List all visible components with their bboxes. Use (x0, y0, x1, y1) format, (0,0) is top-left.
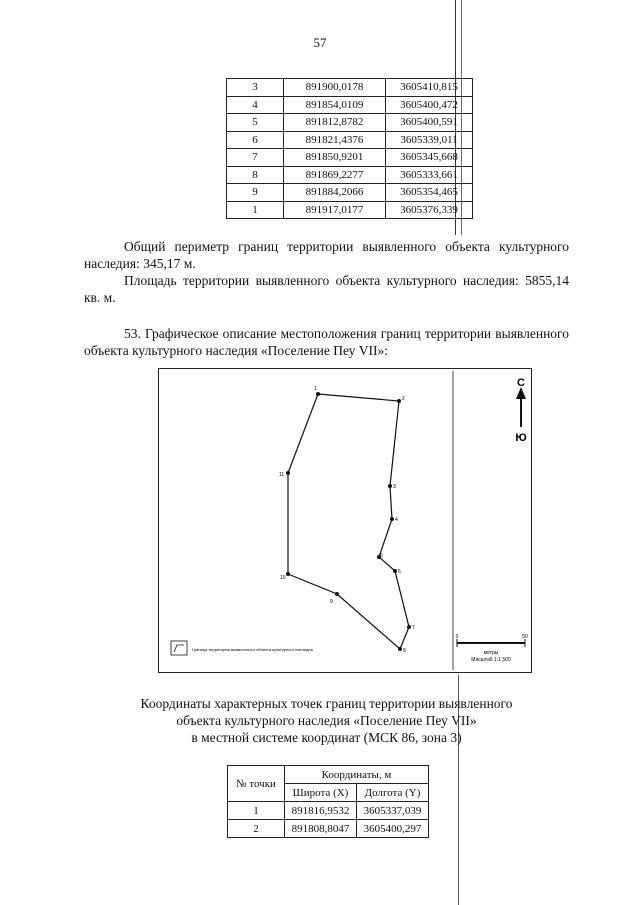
caption-line-1: Координаты характерных точек границ территории выявленного (140, 696, 513, 711)
perimeter-paragraph: Общий периметр границ территории выявленного объекта культурного наследия: 345,17 м. (84, 239, 569, 271)
table-row (227, 201, 473, 219)
longitude-cell: 3605376,339 (386, 201, 473, 219)
scale-text: Масштаб 1:1 500 (471, 657, 511, 663)
boundary-point-label: 4 (395, 517, 398, 523)
boundary-point (398, 647, 402, 651)
boundary-point (316, 392, 320, 396)
latitude-cell: 891869,2277 (284, 166, 386, 184)
table-row (227, 114, 473, 132)
point-number-cell: 3 (227, 79, 284, 97)
caption-line-3: в местной системе координат (МСК 86, зона 3) (191, 730, 462, 745)
point-number-cell: 5 (227, 114, 284, 132)
longitude-cell: 3605354,465 (386, 184, 473, 202)
table-row (228, 820, 429, 838)
latitude-cell: 891884,2066 (284, 184, 386, 202)
table-row (227, 79, 473, 97)
latitude-cell: 891808,8047 (285, 820, 357, 838)
boundary-point-label: 8 (403, 648, 406, 654)
boundary-map-drawing (159, 369, 531, 672)
boundary-point-label: 7 (412, 625, 415, 631)
legend-text: Граница территории выявленного объекта культурного наследия (192, 647, 313, 652)
page-number: 57 (313, 35, 327, 50)
header-latitude: Широта (X) (285, 784, 357, 802)
point-number-cell: 2 (228, 820, 285, 838)
caption-line-2: объекта культурного наследия «Поселение Пеу VII» (176, 713, 477, 728)
longitude-cell: 3605400,297 (357, 820, 429, 838)
boundary-point (335, 592, 339, 596)
boundary-point-label: 10 (280, 575, 286, 581)
latitude-cell: 891821,4376 (284, 131, 386, 149)
table-row (227, 131, 473, 149)
boundary-point (390, 517, 394, 521)
boundary-point-label: 6 (398, 569, 401, 575)
longitude-cell: 3605400,472 (386, 96, 473, 114)
north-label: С (517, 377, 525, 389)
table-row (228, 802, 429, 820)
boundary-point-label: 9 (330, 599, 333, 605)
point-number-cell: 1 (228, 802, 285, 820)
boundary-point-label: 1 (314, 386, 317, 392)
boundary-point-label: 3 (393, 484, 396, 490)
south-label: Ю (515, 432, 527, 444)
boundary-point-label: 11 (279, 472, 285, 478)
boundary-point (407, 625, 411, 629)
point-number-cell: 7 (227, 149, 284, 167)
latitude-cell: 891854,0109 (284, 96, 386, 114)
coordinates-table-continued (226, 78, 473, 219)
table-row (227, 96, 473, 114)
longitude-cell: 3605345,668 (386, 149, 473, 167)
boundary-point (397, 399, 401, 403)
scale-bar (457, 639, 525, 647)
boundary-map (158, 368, 532, 673)
table-row (227, 166, 473, 184)
latitude-cell: 891812,8782 (284, 114, 386, 132)
longitude-cell: 3605337,039 (357, 802, 429, 820)
boundary-point-label: 5 (380, 553, 383, 559)
north-arrow-icon (516, 387, 526, 427)
coordinates-caption (84, 695, 569, 746)
header-longitude: Долгота (Y) (357, 784, 429, 802)
area-paragraph: Площадь территории выявленного объекта культурного наследия: 5855,14 кв. м. (84, 273, 569, 305)
point-number-cell: 1 (227, 201, 284, 219)
scale-zero: 0 (455, 634, 459, 640)
longitude-cell: 3605400,591 (386, 114, 473, 132)
boundary-point (388, 484, 392, 488)
longitude-cell: 3605410,815 (386, 79, 473, 97)
boundary-point-label: 2 (402, 396, 405, 402)
boundary-point (286, 471, 290, 475)
scale-max: 50 (522, 634, 528, 640)
boundary-polygon (288, 394, 409, 649)
latitude-cell: 891900,0178 (284, 79, 386, 97)
latitude-cell: 891816,9532 (285, 802, 357, 820)
latitude-cell: 891917,0177 (284, 201, 386, 219)
coordinates-table (227, 765, 429, 838)
longitude-cell: 3605333,661 (386, 166, 473, 184)
header-coordinates: Координаты, м (285, 766, 429, 784)
point-number-cell: 6 (227, 131, 284, 149)
point-number-cell: 4 (227, 96, 284, 114)
longitude-cell: 3605339,011 (386, 131, 473, 149)
section-53-paragraph: 53. Графическое описание местоположения границ территории выявленного объекта культурного наследия «Поселение Пеу VII»: (84, 326, 569, 358)
latitude-cell: 891850,9201 (284, 149, 386, 167)
point-number-cell: 8 (227, 166, 284, 184)
scale-unit: метры (483, 650, 499, 656)
table-row (227, 149, 473, 167)
boundary-point (393, 569, 397, 573)
legend-box (171, 641, 187, 655)
header-point-number: № точки (228, 766, 285, 802)
boundary-point (286, 572, 290, 576)
table-row (227, 184, 473, 202)
point-number-cell: 9 (227, 184, 284, 202)
